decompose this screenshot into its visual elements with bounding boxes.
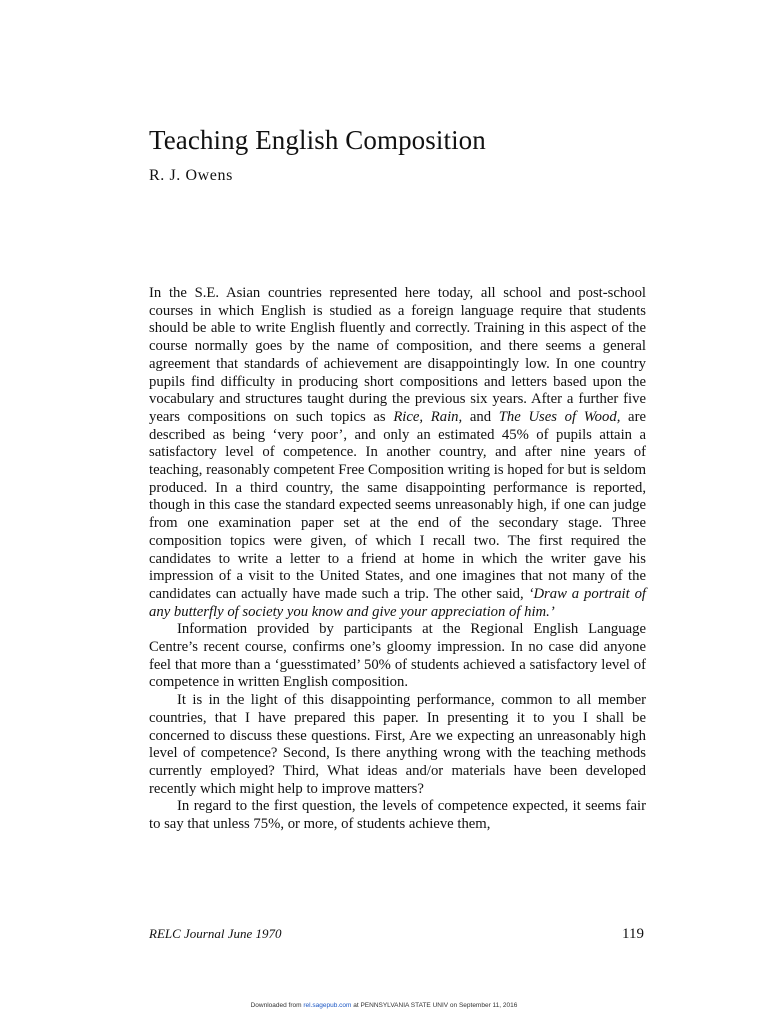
italic-text: The Uses of Wood, bbox=[498, 408, 621, 425]
paragraph-text: are described as being ‘very poor’, and only an estimated 45% of pupils attain a satisfactory level of competence. In another country, and after nine years of teaching, reasonably competent Free Composition writing is hoped for but is seldom produced. In a third country, the same disappointing performance is reported, though in this case the standard expected seems unreasonably high, if one can judge from one examination paper set at the end of the secondary stage. Three composition topics were given, of which I recall two. The first required the candidates to write a letter to a friend at home in which the writer gave his impression of a visit to the United States, and one imagines that not many of the candidates can actually have made such a trip. The other said, bbox=[149, 408, 646, 602]
body-paragraph bbox=[149, 621, 646, 692]
body-paragraph bbox=[149, 798, 646, 833]
paragraph-text: In the S.E. Asian countries represented here today, all school and post-school courses in which English is studied as a foreign language require that students should be able to write English fluently and correctly. Training in this aspect of the course normally goes by the name of composition, and there seems a general agreement that standards of achievement are disappointingly low. In one country pupils find difficulty in producing short compositions and letters based upon the vocabulary and structures taught during the previous six years. After a further five years compositions on such topics as bbox=[149, 285, 646, 425]
download-suffix: at PENNSYLVANIA STATE UNIV on September 11, 2016 bbox=[351, 1002, 518, 1009]
source-link[interactable]: rel.sagepub.com bbox=[303, 1002, 352, 1009]
paragraph-text: and bbox=[462, 408, 499, 425]
author-name: R. J. Owens bbox=[149, 167, 233, 184]
download-prefix: Downloaded from bbox=[250, 1002, 304, 1009]
download-notice bbox=[0, 1002, 768, 1009]
page-footer bbox=[149, 924, 646, 944]
paragraph-text: It is in the light of this disappointing performance, common to all member countries, that I have prepared this paper. In presenting it to you I shall be concerned to discuss these questions. First, Are we expecting an unreasonably high level of competence? Second, Is there anything wrong with the teaching methods currently employed? Third, What ideas and/or materials have been developed recently which might help to improve matters? bbox=[149, 692, 646, 797]
paragraph-text: In regard to the first question, the levels of competence expected, it seems fair to say that unless 75%, or more, of students achieve them, bbox=[149, 798, 646, 833]
italic-text: ‘Draw a portrait of any butterfly of society you know and give your appreciation of him.’ bbox=[149, 585, 647, 620]
page-number: 119 bbox=[622, 926, 644, 942]
journal-citation: RELC Journal June 1970 bbox=[149, 926, 282, 941]
paragraph-text: Information provided by participants at the Regional English Language Centre’s recent course, confirms one’s gloomy impression. In no case did anyone feel that more than a ‘guesstimated’ 50% of students achieved a satisfactory level of competence in written English composition. bbox=[149, 621, 646, 691]
article-body bbox=[149, 285, 646, 834]
italic-text: Rice, Rain, bbox=[393, 408, 463, 425]
body-paragraph bbox=[149, 285, 646, 621]
body-paragraph bbox=[149, 692, 646, 798]
article-title: Teaching English Composition bbox=[149, 125, 486, 155]
